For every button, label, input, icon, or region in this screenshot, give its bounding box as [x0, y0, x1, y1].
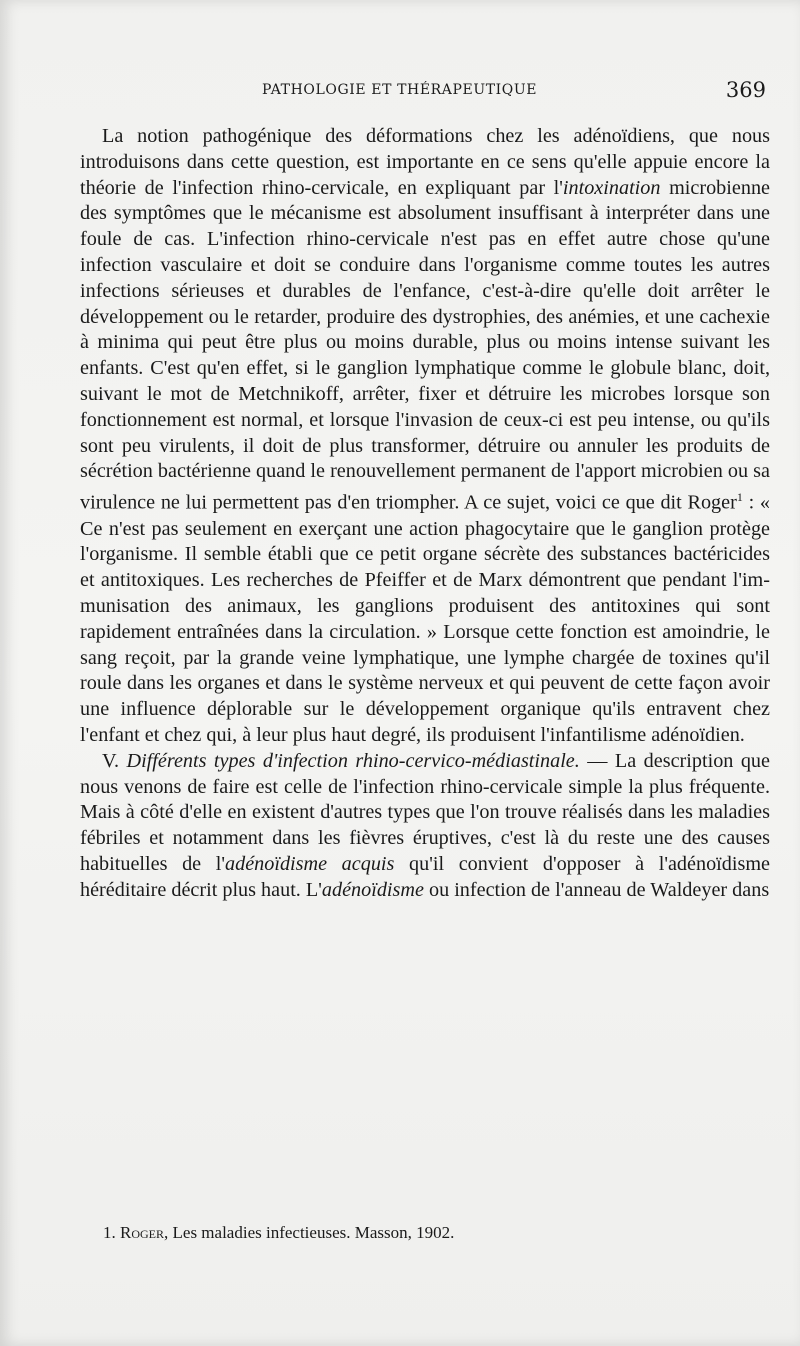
section-heading: Différents types d'infection rhino-cervico-médiastinale. [126, 749, 580, 772]
text-run: ou infection de l'anneau de Waldeyer dans [423, 878, 770, 901]
section-number: V. [102, 749, 127, 772]
italic-term: adénoïdisme [321, 878, 424, 901]
footnote-author: Roger [120, 1223, 165, 1242]
paragraph-2 [80, 749, 770, 904]
page-header [80, 72, 770, 112]
text-run: — La description que nous venons de faire est celle de l'infection rhino-cervicale simple la plus fréquente. Mais à côté d'elle en existent d'autres types que l'on trouve réalisés dans les maladies fébriles et notamment dans les fièvres éruptives, c'est là du reste une des causes habituelles de l' [80, 749, 770, 876]
body-text [80, 124, 770, 904]
footnote-ref: 1 [736, 490, 743, 505]
italic-term: adénoïdisme acquis [225, 853, 395, 876]
paragraph-1 [80, 124, 770, 749]
footnote-text: , Les maladies infectieuses. Masson, 1902. [164, 1223, 455, 1242]
text-run: : « Ce n'est pas seulement en exerçant une action phagocytaire que le ganglion protège l'organisme. Il semble établi que ce petit organe sécrète des substances bactéricides et antitoxiques. Les recherches de Pfeiffer et de Marx démontrent que pendant l'immunisation des animaux, les ganglions produisent des antitoxines qui sont rapidement entraînées dans la circulation. » Lorsque cette fonction est amoindrie, le sang reçoit, par la grande veine lymphatique, une lymphe chargée de toxines qu'il roule dans les organes et dans le système nerveux et qui peuvent de cette façon avoir une influence déplorable sur le développement organique qu'ils entravent chez l'enfant et chez qui, à leur plus haut degré, ils produisent l'infantilisme adénoïdien. [80, 491, 770, 747]
running-head: PATHOLOGIE ET THÉRAPEUTIQUE [262, 82, 538, 98]
text-run: qu'il convient d'opposer à l'adénoïdisme héréditaire décrit plus haut. L' [80, 853, 770, 901]
page-number: 369 [725, 78, 766, 102]
footnote-number: 1. [103, 1223, 116, 1242]
footnote [103, 1223, 763, 1243]
italic-term: intoxination [562, 176, 661, 199]
text-run: microbienne des symptômes que le mécanisme est absolument insuffisant à interpréter dans une foule de cas. L'infection rhino-cervicale n'est pas en effet autre chose qu'une infection vasculaire et doit se conduire dans l'organisme comme toutes les autres infections sérieuses et durables de l'enfance, c'est-à-dire qu'elle doit arrêter le développement ou le retarder, produire des dystrophies, des anémies, et une cachexie à minima qui peut être plus ou moins durable, plus ou moins intense suivant les enfants. C'est qu'en effet, si le ganglion lymphatique comme le globule blanc, doit, suivant le mot de Metchnikoff, arrêter, fixer et détruire les microbes lorsque son fonctionnement est normal, et lorsque l'invasion de ceux-ci est peu intense, ou qu'ils sont peu virulents, il doit de plus transformer, détruire ou annuler les produits de sécrétion bactérienne quand le renouvellement permanent de l'apport microbien ou sa virulence ne lui permettent pas d'en triompher. A ce sujet, voici ce que dit Roger [80, 176, 770, 514]
text-run: La notion pathogénique des déformations chez les adénoïdiens, que nous introduisons dans cette question, est importante en ce sens qu'elle appuie encore la théorie de l'infection rhino-cervicale, en expliquant par l' [80, 125, 770, 199]
